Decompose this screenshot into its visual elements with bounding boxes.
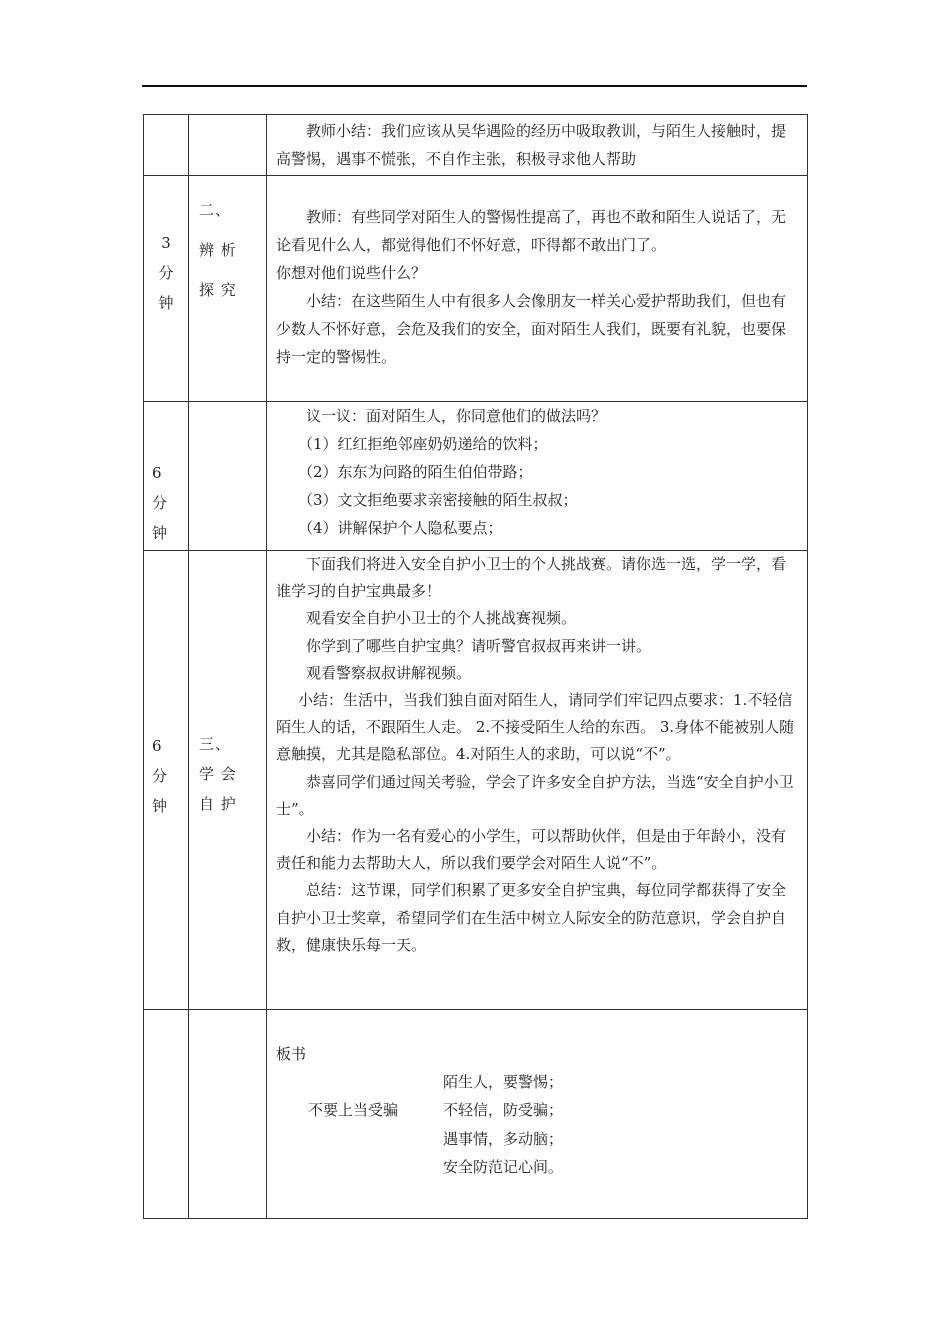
blackboard-line: 不轻信，防受骗；	[443, 1101, 564, 1119]
section-cell	[189, 402, 267, 551]
table-row	[144, 402, 808, 551]
time-unit-1: 分	[152, 494, 168, 512]
content-cell	[267, 551, 808, 1010]
content-cell	[267, 115, 808, 176]
section-title-2: 探 究	[199, 281, 237, 299]
section-cell	[189, 1010, 267, 1219]
paragraph: 观看警察叔叔讲解视频。	[306, 663, 472, 682]
paragraph: 总结：这节课，同学们积累了更多安全自护宝典，每位同学都获得了安全自护小卫士奖章，希望同学们在生活中树立人际安全的防范意识，学会自护自救，健康快乐每一天。	[276, 881, 787, 954]
paragraph: 小结：生活中，当我们独自面对陌生人，请同学们牢记四点要求：1.不轻信陌生人的话，不跟陌生人走。 2.不接受陌生人给的东西。 3.身体不能被别人随意触摸，尤其是隐私部位。4.对陌生人的求助，可以说“不”。	[276, 691, 795, 764]
time-cell	[144, 115, 189, 176]
blackboard-cell	[267, 1010, 808, 1219]
paragraph: 观看安全自护小卫士的个人挑战赛视频。	[306, 609, 577, 628]
paragraph: 议一议：面对陌生人，你同意他们的做法吗？	[306, 407, 607, 425]
paragraph: 教师小结：我们应该从吴华遇险的经历中吸取教训，与陌生人接触时，提高警惕，遇事不慌张，不自作主张，积极寻求他人帮助	[276, 122, 787, 168]
time-number: 6	[152, 464, 162, 482]
blackboard-line: 遇事情，多动脑；	[443, 1130, 564, 1148]
paragraph: 小结：在这些陌生人中有很多人会像朋友一样关心爱护帮助我们，但也有少数人不怀好意，会危及我们的安全，面对陌生人我们，既要有礼貌，也要保持一定的警惕性。	[276, 292, 787, 366]
section-title-1: 学 会	[199, 765, 237, 783]
blackboard-line: 陌生人，要警惕；	[443, 1073, 564, 1091]
time-unit-2: 钟	[152, 524, 168, 542]
time-cell	[144, 402, 189, 551]
time-cell	[144, 551, 189, 1010]
paragraph: 你想对他们说些什么？	[276, 264, 427, 282]
time-number: 6	[152, 737, 162, 755]
table-row	[144, 115, 808, 176]
section-number: 二、	[199, 201, 232, 219]
paragraph: 下面我们将进入安全自护小卫士的个人挑战赛。请你选一选，学一学，看谁学习的自护宝典最多！	[276, 555, 787, 601]
section-title-1: 辨 析	[199, 241, 237, 259]
list-item: （4）讲解保护个人隐私要点；	[298, 519, 503, 537]
time-unit-2: 钟	[152, 797, 168, 815]
time-unit-1: 分	[158, 264, 174, 282]
section-cell	[189, 551, 267, 1010]
list-item: （2）东东为问路的陌生伯伯带路；	[298, 463, 533, 481]
section-cell	[189, 176, 267, 402]
blackboard-left-text: 不要上当受骗	[308, 1101, 399, 1119]
paragraph: 恭喜同学们通过闯关考验，学会了许多安全自护方法，当选“安全自护小卫士”。	[276, 772, 794, 818]
table-row	[144, 176, 808, 402]
paragraph: 你学到了哪些自护宝典？请听警官叔叔再来讲一讲。	[306, 636, 652, 655]
blackboard-line: 安全防范记心间。	[443, 1158, 564, 1176]
table-row	[144, 1010, 808, 1219]
section-number: 三、	[199, 735, 232, 753]
time-cell	[144, 1010, 189, 1219]
content-cell	[267, 176, 808, 402]
paragraph: 教师：有些同学对陌生人的警惕性提高了，再也不敢和陌生人说话了，无论看见什么人，都觉得他们不怀好意，吓得都不敢出门了。	[276, 208, 787, 254]
time-number: 3	[161, 234, 171, 252]
list-item: （3）文文拒绝要求亲密接触的陌生叔叔；	[298, 491, 578, 509]
paragraph: 小结：作为一名有爱心的小学生，可以帮助伙伴，但是由于年龄小，没有责任和能力去帮助大人，所以我们要学会对陌生人说“不”。	[276, 827, 787, 873]
time-unit-2: 钟	[158, 294, 174, 312]
table-row	[144, 551, 808, 1010]
section-cell	[189, 115, 267, 176]
blackboard-heading: 板书	[276, 1045, 307, 1063]
content-cell	[267, 402, 808, 551]
time-unit-1: 分	[152, 767, 168, 785]
lesson-plan-table	[143, 114, 808, 1219]
header-rule	[142, 85, 807, 87]
section-title-2: 自 护	[199, 795, 237, 813]
time-cell	[144, 176, 189, 402]
list-item: （1）红红拒绝邻座奶奶递给的饮料；	[298, 435, 548, 453]
